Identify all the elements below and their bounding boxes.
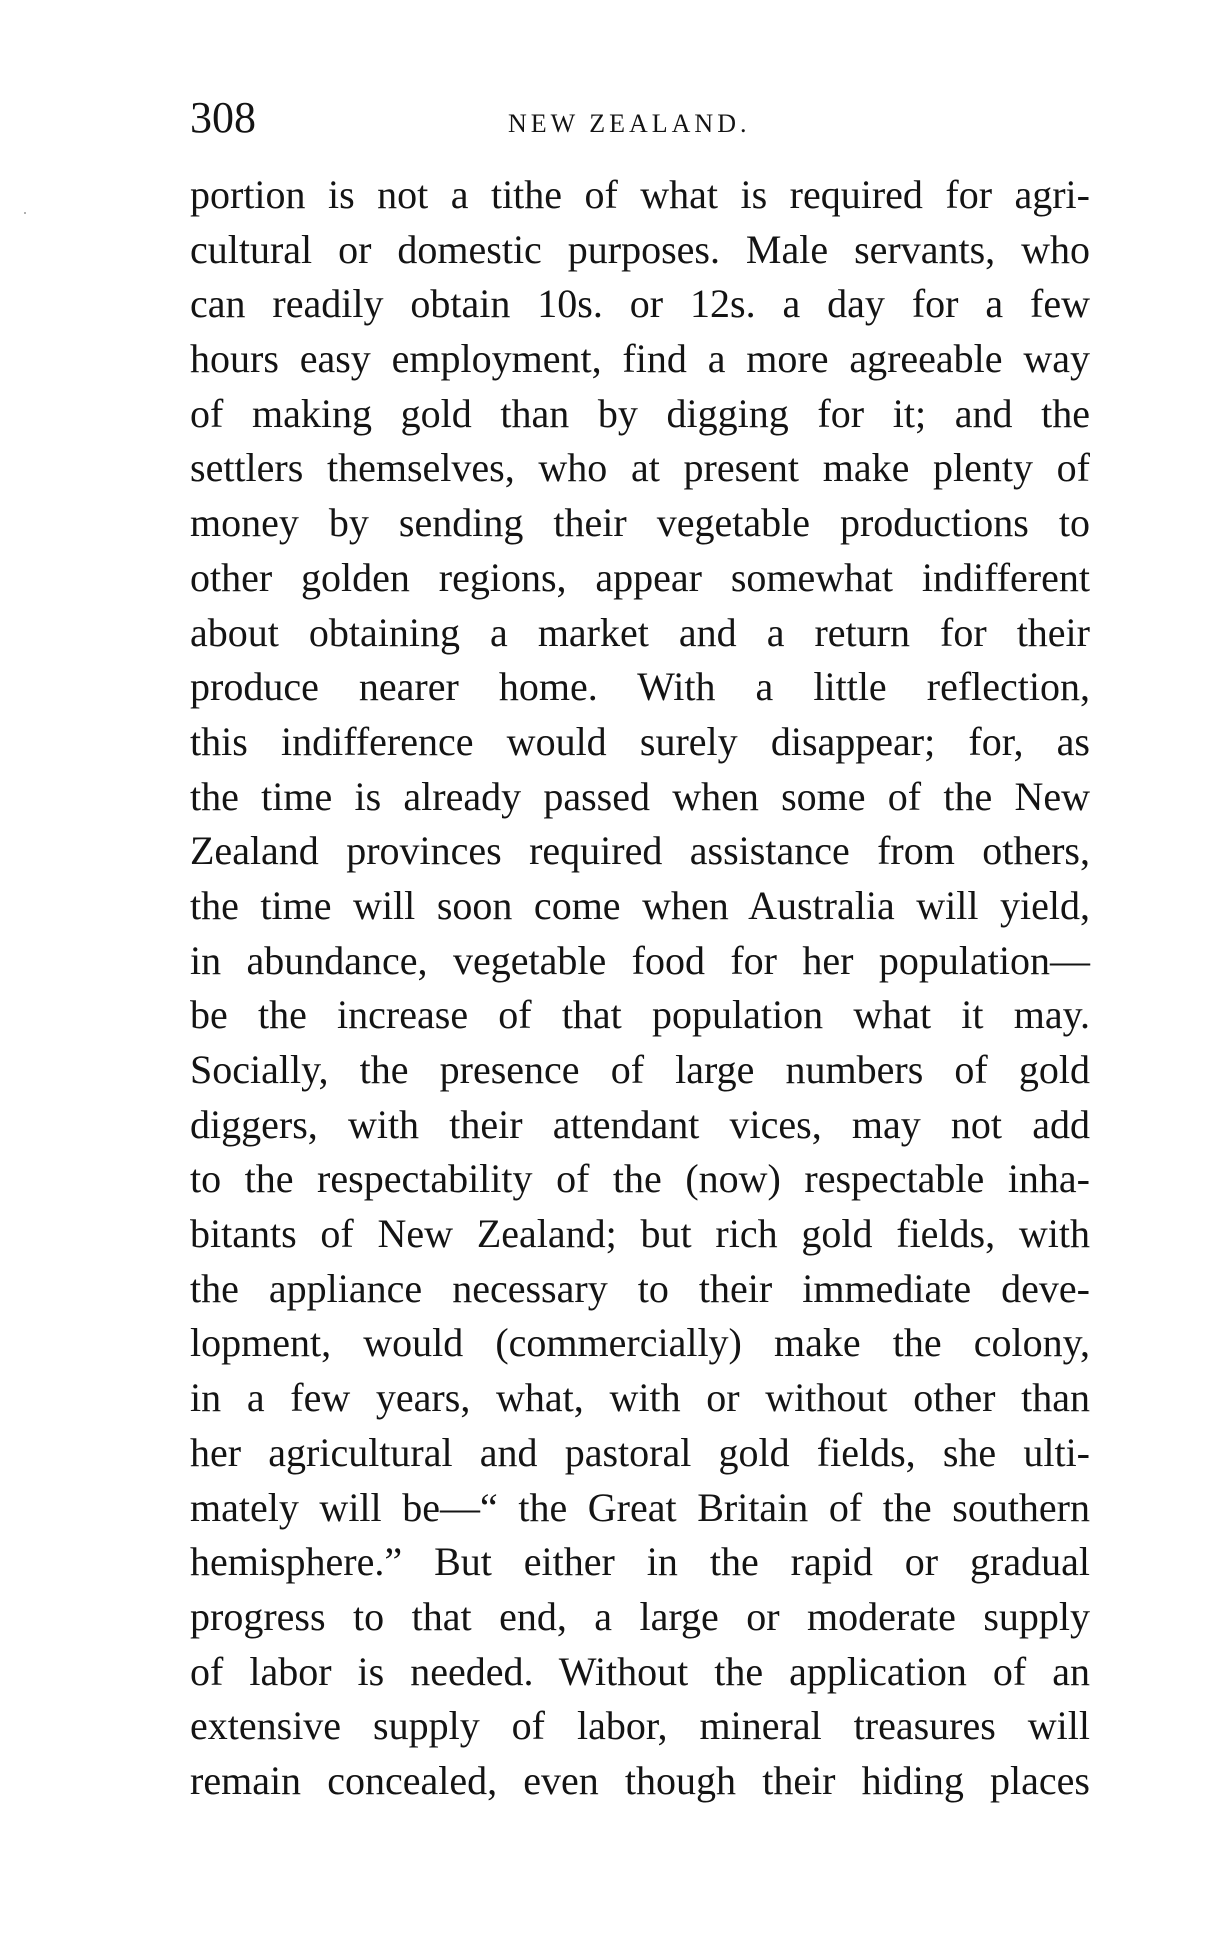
text-line: produce nearer home. With a little reflection, [190,664,1090,710]
running-title: NEW ZEALAND. [508,109,751,138]
text-line: extensive supply of labor, mineral treasures will [190,1703,1090,1749]
text-line: remain concealed, even though their hiding places [190,1757,1090,1803]
text-line: portion is not a tithe of what is required for agri- [190,172,1090,217]
text-line: bitants of New Zealand; but rich gold fields, with [190,1211,1090,1257]
text-line: be the increase of that population what it may. [190,992,1090,1038]
text-line: of making gold than by digging for it; and the [190,390,1090,436]
text-line: in a few years, what, with or without other than [190,1375,1090,1421]
text-line: of labor is needed. Without the application of an [190,1648,1090,1694]
page-number: 308 [190,93,256,142]
text-line: hours easy employment, find a more agreeable way [190,336,1090,382]
text-line: about obtaining a market and a return for their [190,609,1090,655]
text-line: her agricultural and pastoral gold fields, she ulti- [190,1429,1090,1475]
text-line: mately will be—“ the Great Britain of the southern [190,1484,1090,1530]
text-line: lopment, would (commercially) make the colony, [190,1320,1090,1366]
text-line: other golden regions, appear somewhat indifferent [190,554,1090,600]
body-text [190,168,1090,1809]
text-line: the appliance necessary to their immediate deve- [190,1265,1090,1311]
text-line: diggers, with their attendant vices, may not add [190,1101,1090,1147]
text-line: settlers themselves, who at present make plenty of [190,445,1090,491]
text-line: the time is already passed when some of the New [190,773,1090,819]
text-line: Zealand provinces required assistance from others, [190,828,1090,874]
text-line: progress to that end, a large or moderate supply [190,1593,1090,1639]
text-line: money by sending their vegetable productions to [190,500,1090,546]
text-line: this indifference would surely disappear; for, as [190,718,1090,764]
text-line: to the respectability of the (now) respectable inha- [190,1156,1090,1202]
margin-speck [24,212,26,214]
text-line: cultural or domestic purposes. Male servants, who [190,226,1090,272]
text-line: can readily obtain 10s. or 12s. a day for a few [190,281,1090,327]
text-line: Socially, the presence of large numbers of gold [190,1047,1090,1092]
text-line: the time will soon come when Australia will yield, [190,882,1090,928]
text-line: in abundance, vegetable food for her population— [190,937,1090,983]
running-head [190,88,1090,148]
text-line: hemisphere.” But either in the rapid or gradual [190,1539,1090,1585]
